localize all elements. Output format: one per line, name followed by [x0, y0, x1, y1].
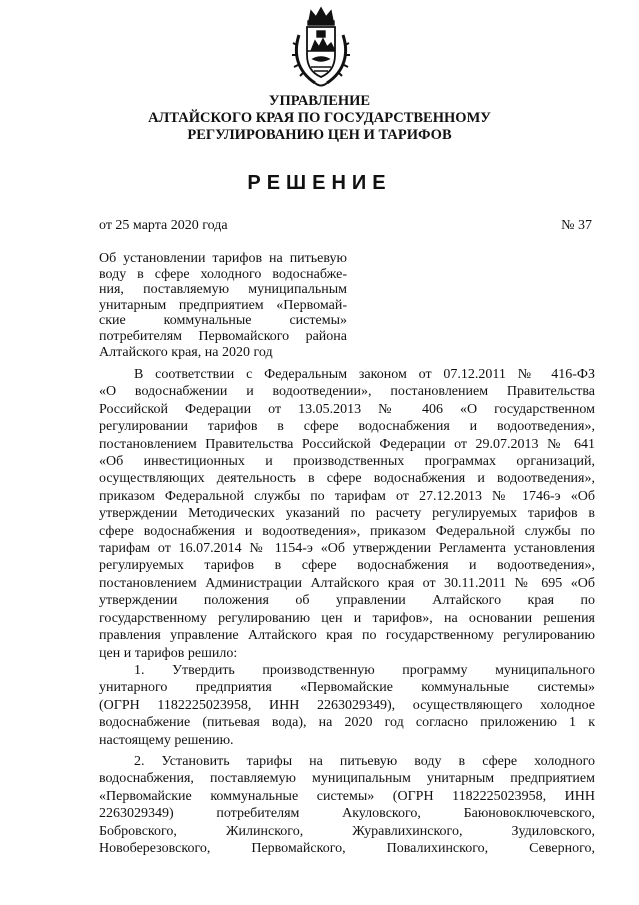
org-name-line: УПРАВЛЕНИЕ: [268, 93, 371, 109]
body-line: унитарного предприятия «Первомайские коммунальные системы»: [99, 680, 595, 696]
body-line: регулируемых тарифов в сфере водоснабжения и водоотведения»,: [99, 558, 595, 574]
body-line: утверждении положения об управлении Алтайского края по: [99, 593, 595, 609]
coat-of-arms-emblem: [289, 5, 353, 89]
subject-line: унитарным предприятием «Первомай-: [99, 297, 347, 313]
org-name-line: АЛТАЙСКОГО КРАЯ ПО ГОСУДАРСТВЕННОМУ: [148, 110, 491, 126]
body-line: «Об инвестиционных и производственных программах организаций,: [99, 454, 595, 470]
subject-line: ния, поставляемую муниципальным: [99, 282, 347, 298]
body-line: постановлением Правительства Российской Федерации от 29.07.2013 № 641: [99, 436, 595, 452]
body-line: цен и тарифов решило:: [99, 645, 238, 661]
body-line: осуществляющих деятельность в сфере водоснабжения и водоотведения»,: [99, 471, 595, 487]
body-line: приказом Федеральной службы по тарифам от 27.12.2013 № 1746-э «Об: [99, 488, 595, 504]
body-line: «Первомайские коммунальные системы» (ОГРН 1182225023958, ИНН: [99, 788, 595, 804]
body-line: регулировании тарифов в сфере водоснабжения и водоотведения»,: [99, 419, 595, 435]
body-line: Российской Федерации от 13.05.2013 № 406 «О государственном: [99, 401, 595, 417]
body-line: Новоберезовского, Первомайского, Повалихинского, Северного,: [99, 840, 595, 856]
subject-line: Об установлении тарифов на питьевую: [99, 251, 347, 266]
document-body: [99, 366, 595, 857]
body-line: водоснабжения, поставляемую муниципальным унитарным предприятием: [99, 771, 595, 787]
body-line: государственному регулированию цен и тарифов», на основании решения: [99, 610, 595, 626]
document-number: № 37: [561, 218, 592, 233]
preamble-paragraph: [99, 366, 595, 662]
body-line: 2. Установить тарифы на питьевую воду в сфере холодного: [134, 753, 595, 769]
body-line: 2263029349) потребителям Акуловского, Баюновоключевского,: [99, 806, 595, 822]
body-line: постановлением Администрации Алтайского края от 30.11.2011 № 695 «Об: [99, 575, 595, 591]
body-line: Бобровского, Жилинского, Журавлихинского, Зудиловского,: [99, 823, 595, 839]
document-title: РЕШЕНИЕ: [247, 172, 392, 194]
subject-line: Алтайского края, на 2020 год: [99, 344, 273, 360]
subject-line: ские коммунальные системы»: [99, 313, 347, 329]
body-line: «О водоснабжении и водоотведении», постановлением Правительства: [99, 384, 595, 400]
body-line: сфере водоснабжения и водоотведения», приказом Федеральной службы по: [99, 523, 595, 539]
subject-line: потребителям Первомайского района: [99, 328, 347, 344]
body-line: настоящему решению.: [99, 732, 234, 748]
body-line: 1. Утвердить производственную программу муниципального: [134, 662, 595, 678]
body-line: (ОГРН 1182225023958, ИНН 2263029349), осуществляющего холодное: [99, 697, 595, 713]
body-line: водоснабжение (питьевая вода), на 2020 год согласно приложению 1 к: [99, 715, 595, 731]
org-name-line: РЕГУЛИРОВАНИЮ ЦЕН И ТАРИФОВ: [187, 127, 452, 143]
subject-line: воду в сфере холодного водоснабже-: [99, 266, 347, 282]
organization-name: [0, 93, 639, 144]
body-line: тарифам от 16.07.2014 № 1154-э «Об утверждении Регламента установления: [99, 541, 595, 557]
body-line: В соответствии с Федеральным законом от 07.12.2011 № 416-ФЗ: [134, 367, 595, 382]
item-2-paragraph: [99, 753, 595, 857]
document-date: от 25 марта 2020 года: [99, 218, 228, 233]
document-subject: [99, 251, 347, 360]
body-line: правления управление Алтайского края по государственному регулированию: [99, 628, 595, 644]
item-1-paragraph: [99, 662, 595, 749]
body-line: утверждении Методических указаний по расчету регулируемых тарифов в: [99, 506, 595, 522]
